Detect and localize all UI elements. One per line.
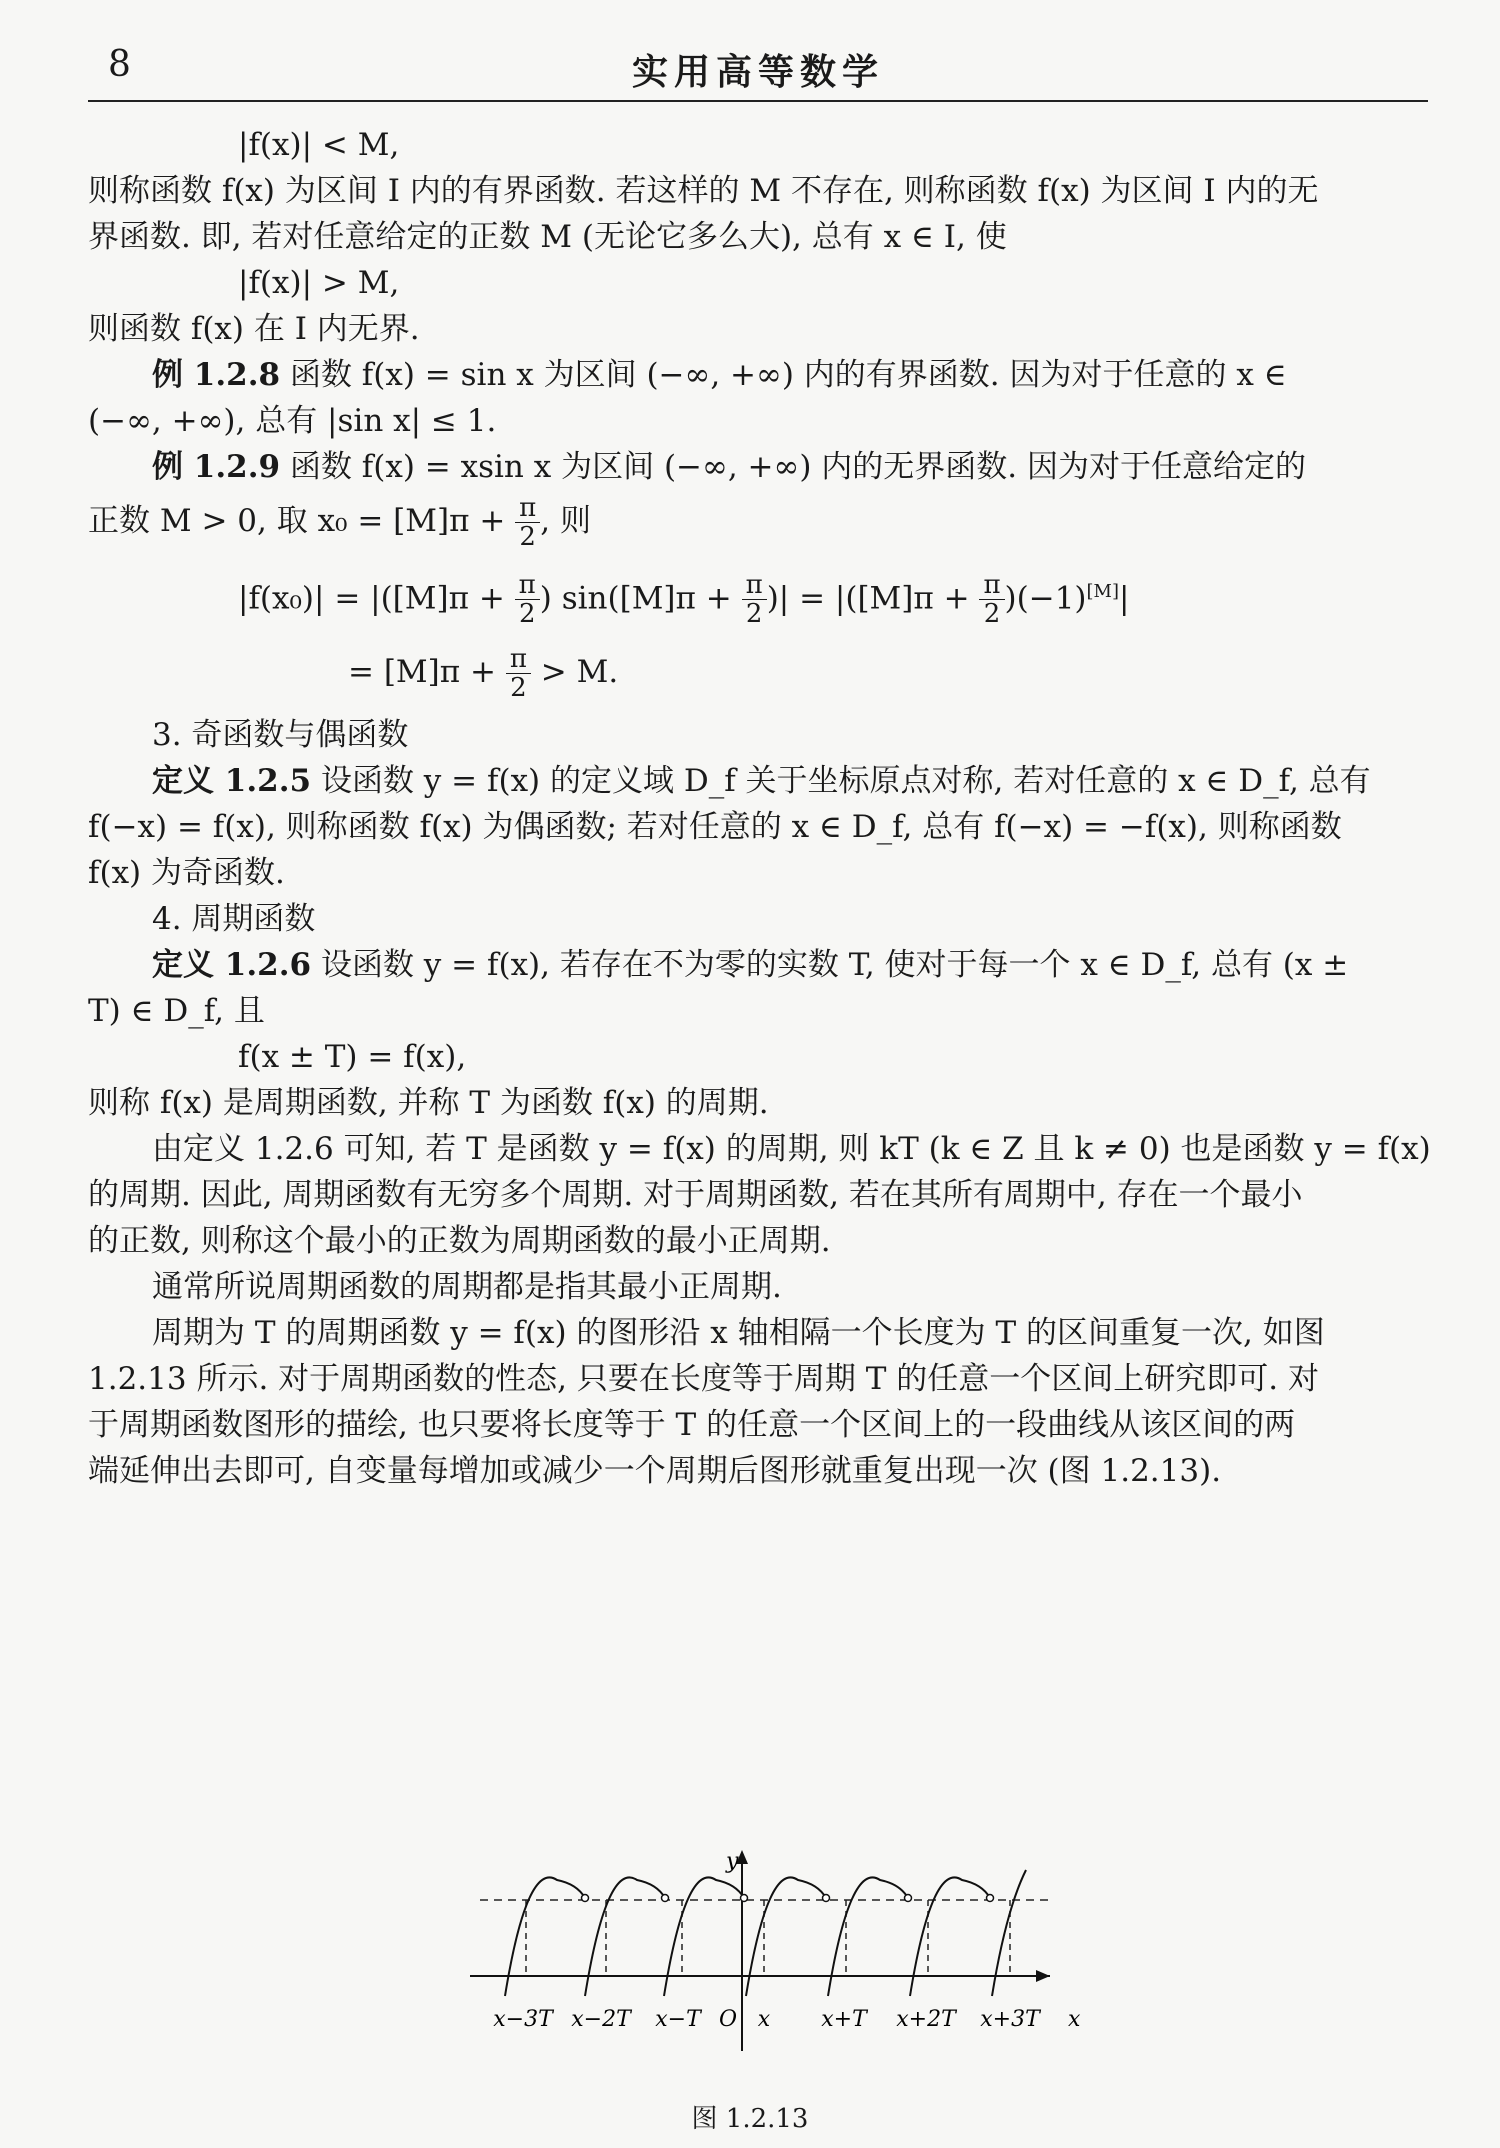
text-line [88, 1356, 1428, 1402]
label-bold: 例 1.2.9 [152, 449, 281, 485]
line-text: 的周期. 因此, 周期函数有无穷多个周期. 对于周期函数, 若在其所有周期中, 存在一个最小 [88, 1177, 1303, 1213]
line-text: 的正数, 则称这个最小的正数为周期函数的最小正周期. [88, 1223, 831, 1259]
text-line [88, 758, 1428, 804]
tick-label: x−3T [493, 2007, 553, 2032]
formula-line [88, 260, 1428, 306]
open-endpoint [741, 1895, 748, 1902]
line-text: T) ∈ D_f, 且 [88, 993, 265, 1029]
label-bold: 例 1.2.8 [152, 357, 281, 393]
tick-label: x−2T [571, 2007, 631, 2032]
formula-line [88, 1034, 1428, 1080]
text-line [88, 850, 1428, 896]
figure-caption: 图 1.2.13 [691, 2104, 809, 2134]
equation-x0: 正数 M > 0, 取 x₀ = [M]π + $\frac{\pi}{2}$ , 则 [88, 493, 591, 552]
curve-segment [664, 1877, 744, 1996]
line-text: 则称 f(x) 是周期函数, 并称 T 为函数 f(x) 的周期. [88, 1085, 769, 1121]
label-bold: 定义 1.2.6 [152, 947, 312, 983]
curve-segment [505, 1877, 585, 1996]
formula-line [88, 122, 1428, 168]
open-endpoint [662, 1895, 669, 1902]
line-text: 设函数 y = f(x) 的定义域 D_f 关于坐标原点对称, 若对任意的 x ∈ D_f, 总有 [311, 763, 1371, 799]
x-axis-label: x [1068, 2007, 1081, 2032]
text-line [88, 712, 1428, 758]
line-text: 函数 f(x) = xsin x 为区间 (−∞, +∞) 内的无界函数. 因为对于任意给定的 [280, 449, 1306, 485]
line-text: f(x ± T) = f(x), [238, 1039, 467, 1075]
x-axis-arrow [1036, 1970, 1050, 1982]
fraction: $\frac{\pi}{2}$ [515, 494, 540, 551]
text-line [88, 214, 1428, 260]
text-line [88, 1218, 1428, 1264]
line-text: 通常所说周期函数的周期都是指其最小正周期. [152, 1269, 782, 1305]
line-text: (−∞, +∞), 总有 |sin x| ≤ 1. [88, 403, 497, 439]
text-line [88, 306, 1428, 352]
tick-label: x−T [655, 2007, 701, 2032]
origin-label: O [718, 2007, 738, 2032]
line-text: 3. 奇函数与偶函数 [152, 717, 409, 753]
text-line [88, 398, 1428, 444]
text-line [88, 444, 1428, 490]
label-bold: 定义 1.2.5 [152, 763, 312, 799]
line-text: 界函数. 即, 若对任意给定的正数 M (无论它多么大), 总有 x ∈ I, 使 [88, 219, 1007, 255]
tick-label: x+T [821, 2007, 867, 2032]
text-line [88, 804, 1428, 850]
tick-label: x+3T [980, 2007, 1040, 2032]
line-text: 4. 周期函数 [152, 901, 316, 937]
line-text: 函数 f(x) = sin x 为区间 (−∞, +∞) 内的有界函数. 因为对于任意的 x ∈ [280, 357, 1287, 393]
curve-segment [992, 1870, 1026, 1996]
text-line [88, 1126, 1431, 1172]
page-header [88, 40, 1428, 102]
periodic-function-figure [0, 1846, 1500, 2066]
tick-label: x [757, 2007, 771, 2032]
tick-label: x+2T [896, 2007, 956, 2032]
page-number: 8 [108, 44, 131, 85]
text-line [88, 352, 1428, 398]
line-text: |f(x)| < M, [238, 127, 400, 163]
open-endpoint [905, 1895, 912, 1902]
line-text: |f(x)| > M, [238, 265, 400, 301]
text-block-1 [88, 122, 1428, 490]
text-line [88, 988, 1428, 1034]
line-text: 端延伸出去即可, 自变量每增加或减少一个周期后图形就重复出现一次 (图 1.2.13). [88, 1453, 1222, 1489]
line-text: 周期为 T 的周期函数 y = f(x) 的图形沿 x 轴相隔一个长度为 T 的区间重复一次, 如图 [152, 1315, 1325, 1351]
line-text: 则函数 f(x) 在 I 内无界. [88, 311, 420, 347]
text-line [88, 942, 1428, 988]
equation-fx0: |f(x₀)| = |([M]π + $\frac{\pi}{2}$ ) sin([M]π + $\frac{\pi}{2}$ )| = |([M]π + $\frac{\pi}{2}$ )(−1)[M]| [238, 570, 1130, 630]
text-line [88, 896, 1428, 942]
text-line [88, 1310, 1428, 1356]
curve-segment [746, 1877, 826, 1996]
text-line [88, 1402, 1428, 1448]
open-endpoint [987, 1895, 994, 1902]
line-text: f(−x) = f(x), 则称函数 f(x) 为偶函数; 若对任意的 x ∈ D_f, 总有 f(−x) = −f(x), 则称函数 [88, 809, 1342, 845]
line-text: 设函数 y = f(x), 若存在不为零的实数 T, 使对于每一个 x ∈ D_f, 总有 (x ± [311, 947, 1349, 983]
running-title: 实用高等数学 [631, 51, 884, 93]
curve-segment [585, 1877, 665, 1996]
page-body [88, 122, 1431, 1494]
y-axis-label: y [726, 1849, 739, 1874]
text-line [88, 1264, 1428, 1310]
text-line [88, 1448, 1428, 1494]
open-endpoint [823, 1895, 830, 1902]
line-text: 由定义 1.2.6 可知, 若 T 是函数 y = f(x) 的周期, 则 kT (k ∈ Z 且 k ≠ 0) 也是函数 y = f(x) [152, 1131, 1431, 1167]
text-line [88, 1080, 1428, 1126]
line-text: 1.2.13 所示. 对于周期函数的性态, 只要在长度等于周期 T 的任意一个区间上研究即可. 对 [88, 1361, 1319, 1397]
text-line [88, 168, 1428, 214]
open-endpoint [582, 1895, 589, 1902]
curve-segment [828, 1877, 908, 1996]
equation-result: = [M]π + $\frac{\pi}{2}$ > M. [348, 644, 619, 703]
curve-segment [910, 1877, 990, 1996]
text-block-2 [88, 712, 1431, 1494]
line-text: 则称函数 f(x) 为区间 I 内的有界函数. 若这样的 M 不存在, 则称函数 f(x) 为区间 I 内的无 [88, 173, 1319, 209]
line-text: f(x) 为奇函数. [88, 855, 285, 891]
text-line [88, 1172, 1428, 1218]
line-text: 于周期函数图形的描绘, 也只要将长度等于 T 的任意一个区间上的一段曲线从该区间的两 [88, 1407, 1296, 1443]
